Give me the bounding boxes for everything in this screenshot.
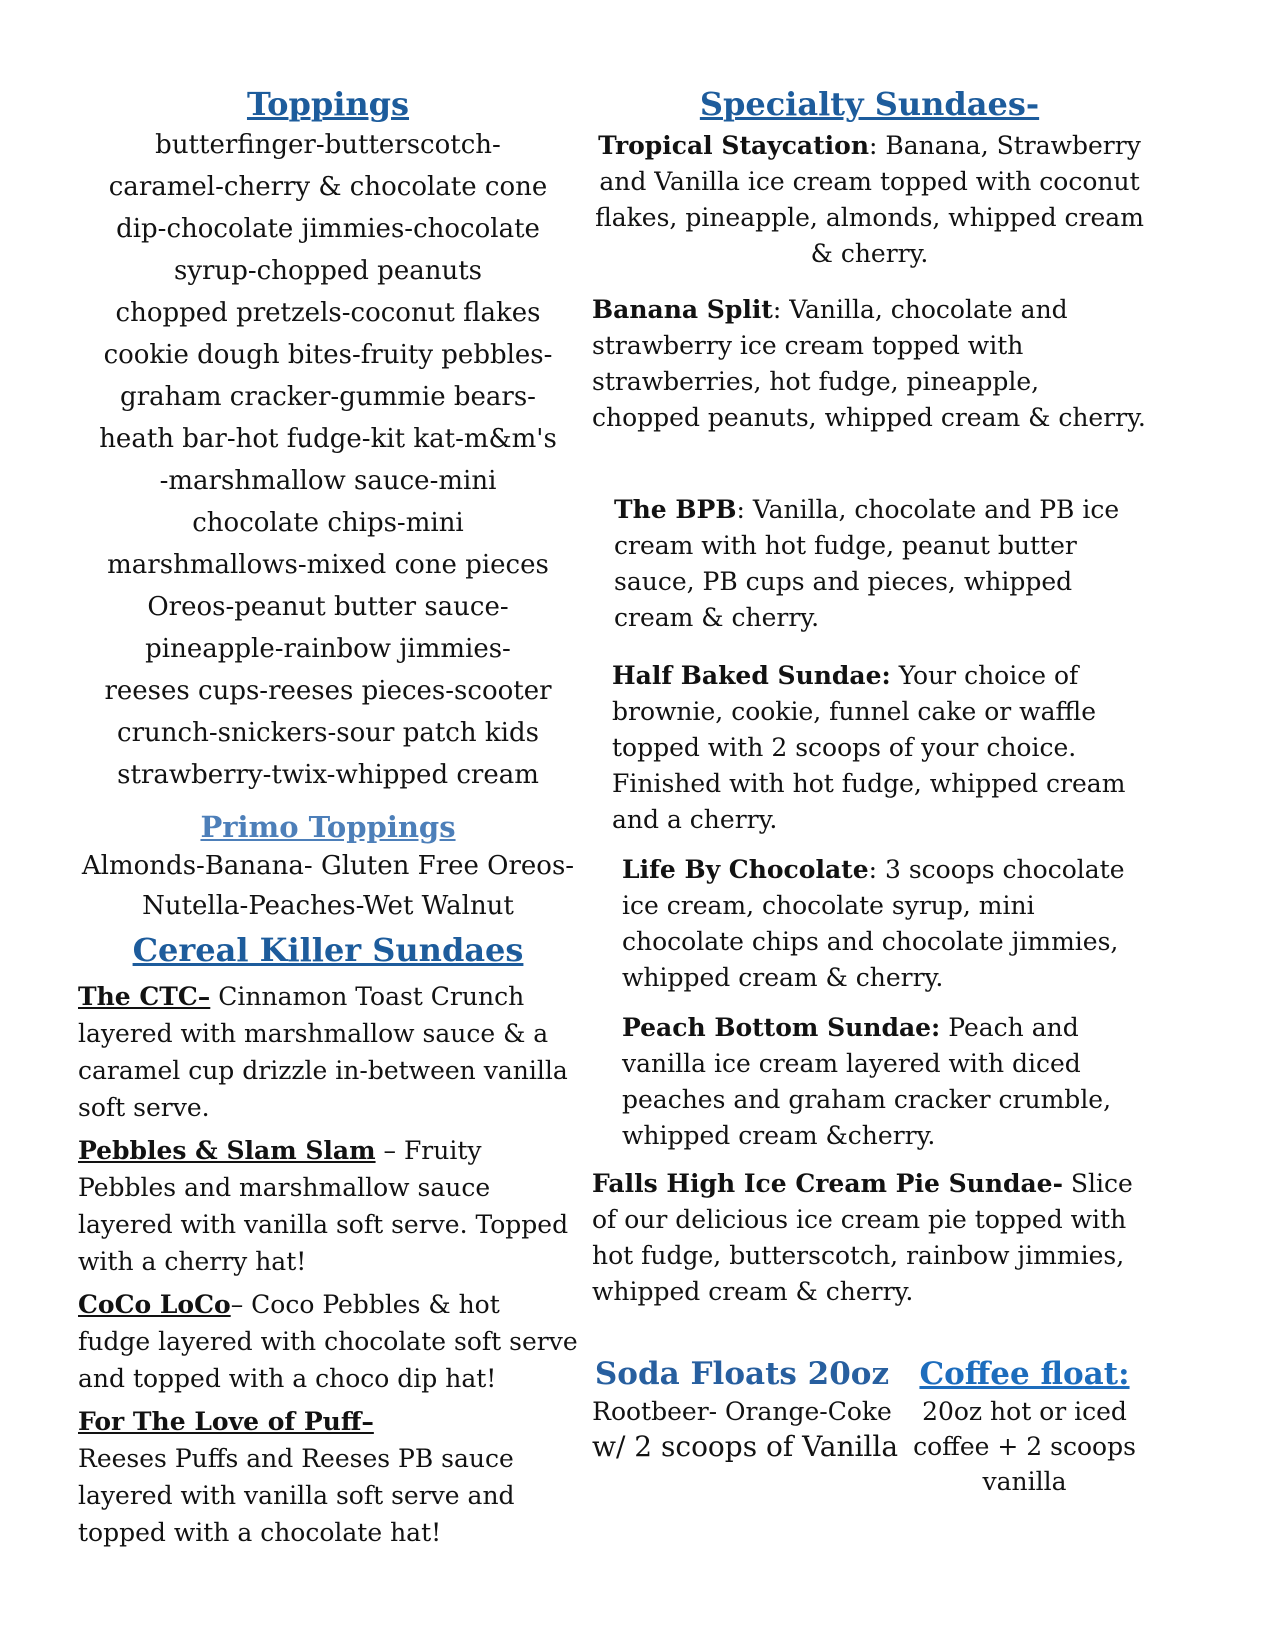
menu-item-the-ctc: [78, 978, 578, 1126]
coffee-float-block: [902, 1354, 1147, 1499]
menu-item-coco-loco: [78, 1286, 578, 1397]
menu-item-description: – Fruity Pebbles and marshmallow sauce layered with vanilla soft serve. Topped with a cherry hat!: [78, 1136, 569, 1276]
menu-item-description: Slice of our delicious ice cream pie topped with hot fudge, butterscotch, rainbow jimmies, whipped cream & cherry.: [592, 1169, 1133, 1306]
menu-item-label: The BPB: [614, 495, 737, 524]
primo-topping-line: Almonds-Banana- Gluten Free Oreos-: [81, 851, 575, 881]
menu-item-tropical-staycation: [592, 128, 1147, 272]
menu-item-for-the-love-of-puff: [78, 1403, 578, 1551]
menu-item-pebbles-slam-slam: [78, 1132, 578, 1280]
menu-item-description: Cinnamon Toast Crunch layered with marshmallow sauce & a caramel cup drizzle in-between vanilla soft serve.: [78, 982, 568, 1122]
menu-item-the-bpb: [592, 492, 1147, 636]
menu-item-label: Banana Split: [592, 295, 773, 324]
menu-item-label: The CTC–: [78, 982, 211, 1011]
coffee-float-line: coffee + 2 scoops: [913, 1432, 1136, 1461]
menu-item-description: Reeses Puffs and Reeses PB sauce layered with vanilla soft serve and topped with a chocolate hat!: [78, 1444, 515, 1547]
coffee-float-line: 20oz hot or iced: [922, 1397, 1127, 1426]
topping-line: marshmallows-mixed cone pieces: [107, 550, 549, 580]
topping-line: chocolate chips-mini: [192, 508, 464, 538]
menu-columns: [78, 84, 1200, 1551]
cereal-killer-sundaes-heading-text: Cereal Killer Sundaes: [132, 931, 524, 969]
soda-floats-block: [592, 1354, 899, 1499]
soda-floats-heading: Soda Floats 20oz: [594, 1356, 890, 1392]
menu-item-label: Half Baked Sundae:: [612, 661, 891, 690]
topping-line: cookie dough bites-fruity pebbles-: [103, 340, 553, 370]
coffee-float-line: vanilla: [982, 1467, 1067, 1496]
topping-line: pineapple-rainbow jimmies-: [145, 634, 511, 664]
left-column: [78, 84, 578, 1551]
menu-item-banana-split: [592, 292, 1147, 436]
coffee-float-heading: [902, 1354, 1147, 1394]
topping-line: chopped pretzels-coconut flakes: [115, 298, 541, 328]
topping-line: Oreos-peanut butter sauce-: [147, 592, 509, 622]
toppings-heading: [78, 84, 578, 124]
menu-item-life-by-chocolate: [592, 852, 1147, 996]
topping-line: -marshmallow sauce-mini: [159, 466, 497, 496]
toppings-heading-text: Toppings: [246, 85, 410, 123]
right-column: [592, 84, 1147, 1499]
topping-line: reeses cups-reeses pieces-scooter: [104, 676, 552, 706]
coffee-float-heading-text: Coffee float:: [919, 1356, 1130, 1392]
menu-item-half-baked-sundae: [592, 658, 1147, 838]
menu-item-falls-high-ice-cream-pie: [592, 1166, 1147, 1310]
topping-line: heath bar-hot fudge-kit kat-m&m's: [99, 424, 557, 454]
floats-section: [592, 1354, 1147, 1499]
menu-item-description: Your choice of brownie, cookie, funnel cake or waffle topped with 2 scoops of your choice. Finished with hot fudge, whipped cream and a cherry.: [612, 661, 1126, 834]
menu-item-label: CoCo LoCo: [78, 1290, 231, 1319]
topping-line: syrup-chopped peanuts: [174, 256, 482, 286]
menu-item-description: – Coco Pebbles & hot fudge layered with chocolate soft serve and topped with a choco dip hat!: [78, 1290, 578, 1393]
specialty-sundaes-heading-text: Specialty Sundaes-: [699, 85, 1040, 123]
menu-item-label: Tropical Staycation: [598, 131, 870, 160]
menu-item-description: : 3 scoops chocolate ice cream, chocolate syrup, mini chocolate chips and chocolate jimmies, whipped cream & cherry.: [622, 855, 1125, 992]
menu-item-peach-bottom-sundae: [592, 1010, 1147, 1154]
menu-item-description: : Vanilla, chocolate and strawberry ice cream topped with strawberries, hot fudge, pineapple, chopped peanuts, whipped cream & cherry.: [592, 295, 1146, 432]
primo-toppings-heading-text: Primo Toppings: [200, 810, 456, 844]
topping-line: graham cracker-gummie bears-: [120, 382, 536, 412]
menu-item-label: Pebbles & Slam Slam: [78, 1136, 376, 1165]
menu-item-label: Falls High Ice Cream Pie Sundae-: [592, 1169, 1063, 1198]
topping-line: strawberry-twix-whipped cream: [117, 760, 539, 790]
menu-item-description: Peach and vanilla ice cream layered with diced peaches and graham cracker crumble, whipped cream &cherry.: [622, 1013, 1112, 1150]
primo-toppings-list: [78, 846, 578, 926]
menu-item-description: : Banana, Strawberry and Vanilla ice cream topped with coconut flakes, pineapple, almonds, whipped cream & cherry.: [595, 131, 1144, 268]
topping-line: dip-chocolate jimmies-chocolate: [116, 214, 540, 244]
menu-item-description: : Vanilla, chocolate and PB ice cream with hot fudge, peanut butter sauce, PB cups and pieces, whipped cream & cherry.: [614, 495, 1120, 632]
topping-line: butterfinger-butterscotch-: [155, 130, 501, 160]
topping-line: crunch-snickers-sour patch kids: [117, 718, 539, 748]
soda-floats-scoops: w/ 2 scoops of Vanilla: [592, 1430, 899, 1463]
specialty-sundaes-heading: [592, 84, 1147, 124]
menu-item-label: Peach Bottom Sundae:: [622, 1013, 941, 1042]
menu-item-label: Life By Chocolate: [622, 855, 869, 884]
primo-toppings-heading: [78, 808, 578, 846]
soda-floats-flavors: Rootbeer- Orange-Coke: [592, 1397, 892, 1426]
topping-line: caramel-cherry & chocolate cone: [108, 172, 548, 202]
cereal-killer-sundaes-heading: [78, 930, 578, 970]
toppings-list: [78, 124, 578, 796]
menu-item-label: For The Love of Puff–: [78, 1407, 374, 1436]
primo-topping-line: Nutella-Peaches-Wet Walnut: [142, 891, 514, 921]
